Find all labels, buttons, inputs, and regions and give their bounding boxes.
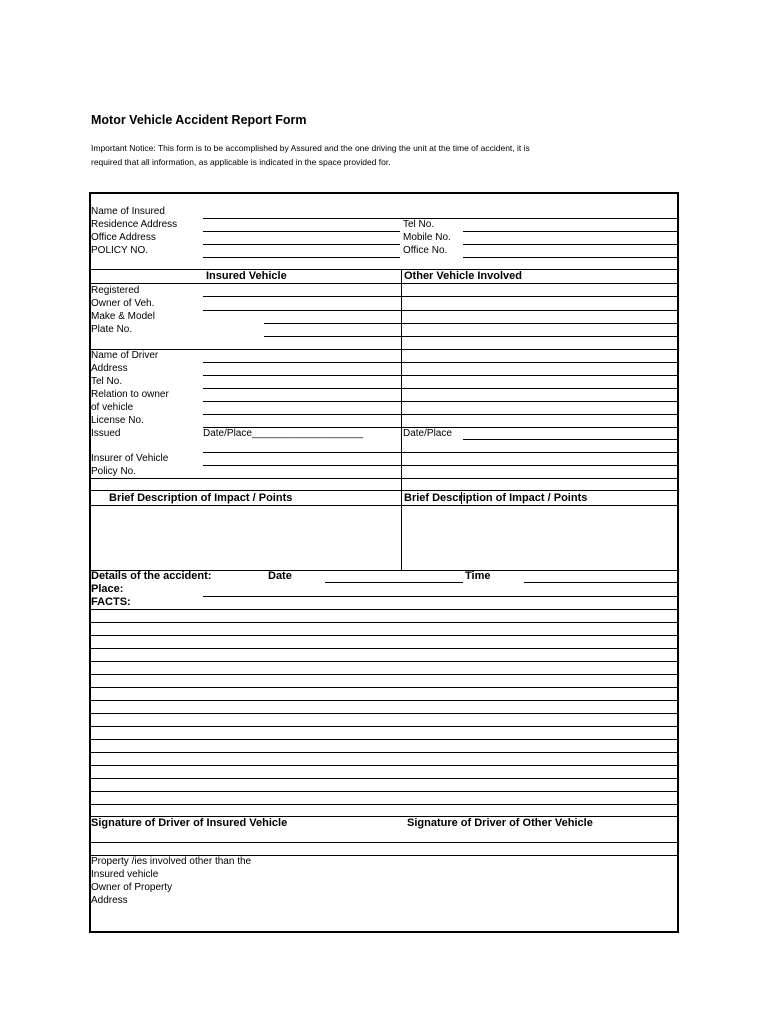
label-make-model: Make & Model bbox=[91, 311, 155, 322]
facts-line[interactable] bbox=[89, 804, 679, 805]
signature-insured-label: Signature of Driver of Insured Vehicle bbox=[91, 817, 288, 829]
label-residence-address: Residence Address bbox=[91, 219, 178, 230]
label-name-of-driver: Name of Driver bbox=[91, 350, 159, 361]
label-relation-2: of vehicle bbox=[91, 402, 134, 413]
office-address-line[interactable] bbox=[203, 244, 400, 245]
facts-line[interactable] bbox=[89, 622, 679, 623]
header-divider bbox=[89, 283, 679, 284]
facts-line[interactable] bbox=[89, 648, 679, 649]
signature-line[interactable] bbox=[89, 842, 679, 843]
label-owner-of-veh: Owner of Veh. bbox=[91, 298, 155, 309]
label-relation-1: Relation to owner bbox=[91, 389, 169, 400]
date-place-other-line[interactable] bbox=[463, 439, 679, 440]
label-policy-no: POLICY NO. bbox=[91, 245, 149, 256]
label-plate-no: Plate No. bbox=[91, 324, 133, 335]
facts-line[interactable] bbox=[89, 739, 679, 740]
driver-address-line[interactable] bbox=[203, 375, 679, 376]
office-no-line[interactable] bbox=[463, 257, 679, 258]
label-driver-tel: Tel No. bbox=[91, 376, 123, 387]
vehicle-divider bbox=[89, 349, 679, 350]
label-registered: Registered bbox=[91, 285, 140, 296]
relation-line[interactable] bbox=[203, 401, 679, 402]
label-details-of-accident: Details of the accident: bbox=[91, 570, 212, 582]
label-driver-address: Address bbox=[91, 363, 128, 374]
facts-line[interactable] bbox=[89, 752, 679, 753]
registered-line[interactable] bbox=[203, 296, 679, 297]
driver-name-line[interactable] bbox=[203, 362, 679, 363]
facts-line[interactable] bbox=[89, 700, 679, 701]
label-tel-no: Tel No. bbox=[403, 219, 435, 230]
impact-other-box[interactable] bbox=[404, 507, 677, 569]
label-mobile-no: Mobile No. bbox=[403, 232, 451, 243]
driver-tel-line[interactable] bbox=[203, 388, 679, 389]
facts-line[interactable] bbox=[89, 661, 679, 662]
facts-line[interactable] bbox=[89, 674, 679, 675]
column-divider-upper bbox=[401, 269, 402, 490]
owner-line[interactable] bbox=[203, 310, 679, 311]
insured-vehicle-header: Insured Vehicle bbox=[206, 270, 287, 282]
make-model-line[interactable] bbox=[264, 323, 679, 324]
impact-insured-box[interactable] bbox=[91, 507, 400, 569]
label-driver-policy-no: Policy No. bbox=[91, 466, 137, 477]
facts-line[interactable] bbox=[89, 778, 679, 779]
relation-line-2[interactable] bbox=[203, 414, 679, 415]
insurer-line-1[interactable] bbox=[203, 452, 679, 453]
label-accident-time: Time bbox=[465, 570, 491, 582]
license-no-line[interactable] bbox=[203, 427, 679, 428]
accident-place-line[interactable] bbox=[203, 596, 679, 597]
label-accident-place: Place: bbox=[91, 583, 124, 595]
policy-no-line[interactable] bbox=[203, 257, 400, 258]
notice-line-2: required that all information, as applicable is indicated in the space provided for. bbox=[91, 157, 391, 167]
label-facts: FACTS: bbox=[91, 596, 131, 608]
facts-line[interactable] bbox=[89, 687, 679, 688]
facts-line[interactable] bbox=[89, 791, 679, 792]
plate-no-line[interactable] bbox=[264, 336, 679, 337]
column-divider-impact bbox=[401, 490, 402, 570]
residence-address-line[interactable] bbox=[203, 231, 400, 232]
signature-other-label: Signature of Driver of Other Vehicle bbox=[407, 817, 593, 829]
driver-divider bbox=[89, 490, 679, 491]
name-of-insured-line[interactable] bbox=[203, 218, 679, 219]
impact-insured-header: Brief Description of Impact / Points bbox=[109, 492, 293, 504]
facts-line[interactable] bbox=[89, 726, 679, 727]
label-office-address: Office Address bbox=[91, 232, 156, 243]
label-license-no: License No. bbox=[91, 415, 144, 426]
label-property-address: Address bbox=[91, 895, 128, 906]
label-accident-date: Date bbox=[268, 570, 292, 582]
insurer-line-2[interactable] bbox=[203, 465, 679, 466]
facts-line[interactable] bbox=[89, 765, 679, 766]
label-insurer-of-vehicle: Insurer of Vehicle bbox=[91, 453, 169, 464]
impact-other-header: Brief Description of Impact / Points bbox=[404, 492, 588, 504]
accident-time-line[interactable] bbox=[524, 582, 679, 583]
text-cursor bbox=[461, 492, 462, 504]
notice-line-1: Important Notice: This form is to be accomplished by Assured and the one driving the unit at the time of accident, it is bbox=[91, 143, 530, 153]
section-divider bbox=[89, 269, 679, 270]
label-date-place-insured: Date/Place____________________ bbox=[203, 428, 364, 439]
label-property-1: Property /ies involved other than the bbox=[91, 856, 252, 867]
label-property-2: Insured vehicle bbox=[91, 869, 159, 880]
mobile-no-line[interactable] bbox=[463, 244, 679, 245]
impact-header-divider bbox=[89, 505, 679, 506]
label-owner-of-property: Owner of Property bbox=[91, 882, 173, 893]
label-date-place-other: Date/Place bbox=[403, 428, 452, 439]
label-name-of-insured: Name of Insured bbox=[91, 206, 165, 217]
other-vehicle-header: Other Vehicle Involved bbox=[404, 270, 522, 282]
facts-line[interactable] bbox=[89, 609, 679, 610]
tel-no-line[interactable] bbox=[463, 231, 679, 232]
label-issued: Issued bbox=[91, 428, 121, 439]
form-title: Motor Vehicle Accident Report Form bbox=[91, 113, 307, 127]
label-office-no: Office No. bbox=[403, 245, 448, 256]
facts-line[interactable] bbox=[89, 713, 679, 714]
policy-no-line-driver[interactable] bbox=[89, 478, 679, 479]
accident-date-line[interactable] bbox=[325, 582, 463, 583]
facts-line[interactable] bbox=[89, 635, 679, 636]
